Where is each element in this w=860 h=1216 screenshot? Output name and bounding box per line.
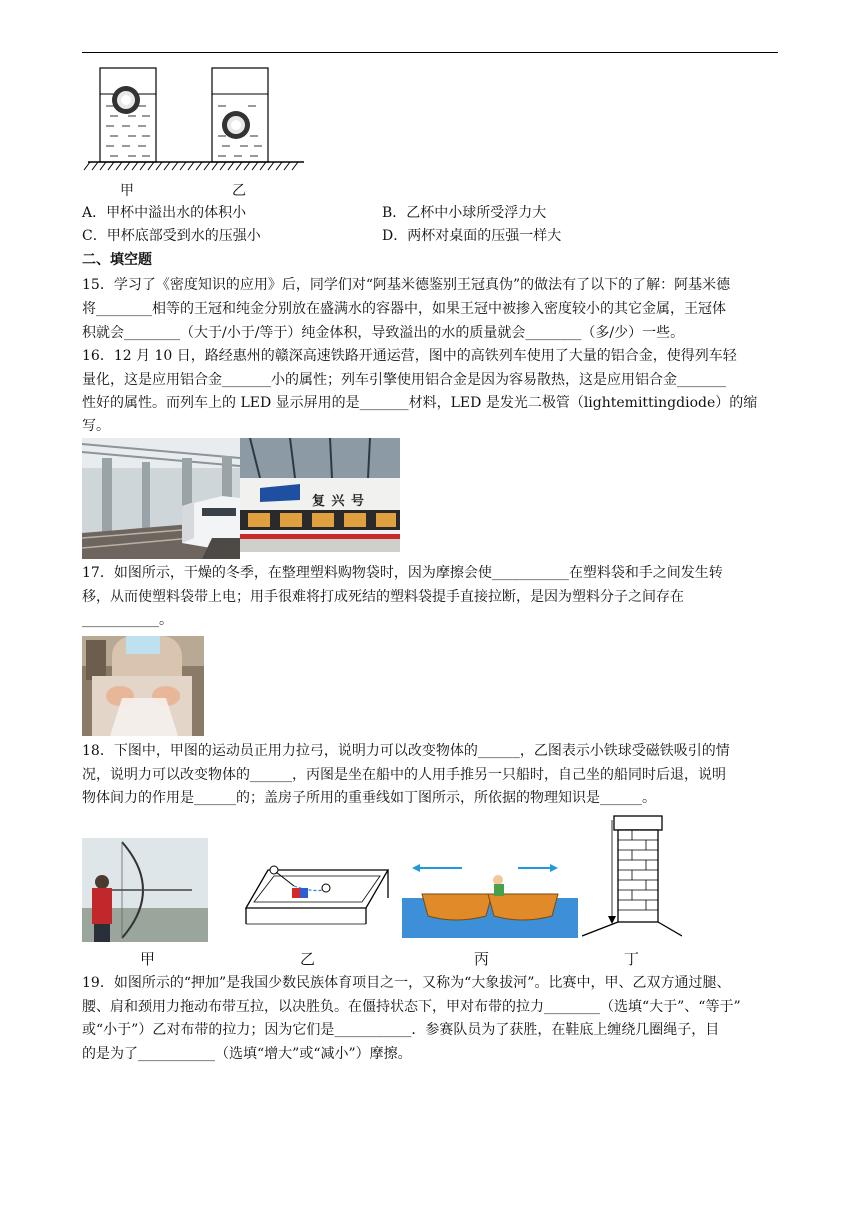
option-a: A．甲杯中溢出水的体积小 <box>82 205 247 221</box>
plumb-line-figure <box>582 812 682 938</box>
figure-label-ding: 丁 <box>624 950 640 968</box>
cup-jia <box>100 68 156 162</box>
plastic-bag-photo <box>82 636 204 736</box>
q19-line: 19．如图所示的“押加”是我国少数民族体育项目之一，又称为“大象拔河”。比赛中，甲、乙双方通过腿、 <box>82 975 731 991</box>
header-rule <box>82 52 778 53</box>
q18-line: 物体间力的作用是______的；盖房子所用的重垂线如丁图所示，所依据的物理知识是______。 <box>82 790 656 806</box>
q19-line: 的是为了___________（选填“增大”或“减小”）摩擦。 <box>82 1046 412 1062</box>
q16-line: 量化，这是应用铝合金_______小的属性；列车引擎使用铝合金是因为容易散热，这是应用铝合金_______ <box>82 372 726 388</box>
q15-line: 积就会________（大于/小于/等于）纯金体积，导致溢出的水的质量就会________（多/少）一些。 <box>82 325 685 341</box>
station-train-photo <box>82 438 240 559</box>
q15-line: 将________相等的王冠和纯金分别放在盛满水的容器中，如果王冠中被掺入密度较小的其它金属，王冠体 <box>82 301 726 317</box>
archer-photo <box>82 838 208 942</box>
q16-line: 16．12 月 10 日，路经惠州的赣深高速铁路开通运营，图中的高铁列车使用了大量的铝合金，使得列车轻 <box>82 348 737 364</box>
train-sign-text: 复 兴 号 <box>312 494 366 509</box>
option-c: C．甲杯底部受到水的压强小 <box>82 228 261 244</box>
q19-line: 腰、肩和颈用力拖动布带互拉，以决胜负。在僵持状态下，甲对布带的拉力________（选填“大于”、“等于” <box>82 999 741 1015</box>
q17-line: ___________。 <box>82 612 173 628</box>
section-title: 二、填空题 <box>82 252 152 268</box>
option-d: D．两杯对桌面的压强一样大 <box>382 228 562 244</box>
magnet-table-figure <box>242 858 390 940</box>
figure-label-yi: 乙 <box>232 183 246 199</box>
q18-line: 况，说明力可以改变物体的______，丙图是坐在船中的人用手推另一只船时，自己坐的船同时后退，说明 <box>82 767 726 783</box>
figure-label-bing: 丙 <box>474 950 490 968</box>
q15-line: 15．学习了《密度知识的应用》后，同学们对“阿基米德鉴别王冠真伪”的做法有了以下的了解：阿基米德 <box>82 277 731 293</box>
option-b: B．乙杯中小球所受浮力大 <box>382 205 547 221</box>
cup-yi <box>212 68 268 162</box>
figure-label-jia: 甲 <box>140 950 156 968</box>
q16-line: 性好的属性。而列车上的 LED 显示屏用的是_______材料，LED 是发光二极管（lightemittingdiode）的缩 <box>82 395 758 411</box>
boats-figure <box>402 858 578 938</box>
cups-figure <box>82 62 312 174</box>
fuxing-train-photo <box>240 438 400 552</box>
q17-line: 17．如图所示，干燥的冬季，在整理塑料购物袋时，因为摩擦会使___________在塑料袋和手之间发生转 <box>82 565 723 581</box>
figure-label-yi: 乙 <box>300 950 316 968</box>
figure-label-jia: 甲 <box>120 183 134 199</box>
q17-line: 移，从而使塑料袋带上电；用手很难将打成死结的塑料袋提手直接拉断，是因为塑料分子之间存在 <box>82 589 684 605</box>
q18-line: 18．下图中，甲图的运动员正用力拉弓，说明力可以改变物体的______，乙图表示小铁球受磁铁吸引的情 <box>82 743 730 759</box>
q19-line: 或“小于”）乙对布带的拉力；因为它们是___________．参赛队员为了获胜，在鞋底上缠绕几圈绳子，目 <box>82 1022 720 1038</box>
q16-line: 写。 <box>82 418 110 434</box>
